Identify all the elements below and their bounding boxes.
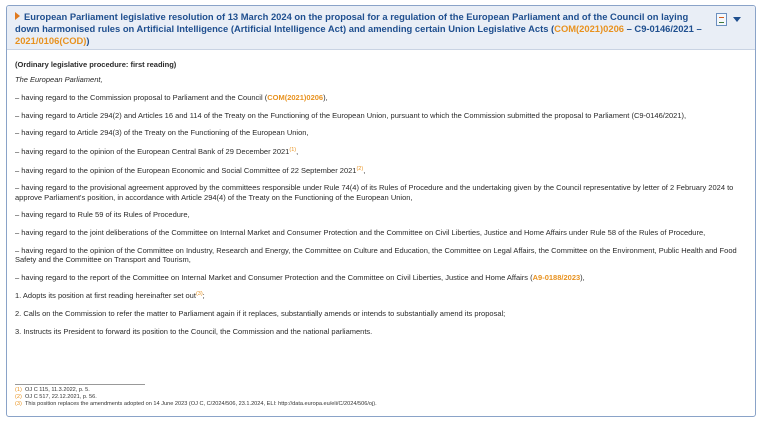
chevron-down-icon[interactable] [733,17,741,22]
recital-text: – having regard to the opinion of the European Central Bank of 29 December 2021 [15,147,290,157]
cod-reference-link[interactable]: 2021/0106(COD) [15,35,87,46]
resolution-header [7,6,755,50]
footnote-text: OJ C 517, 22.12.2021, p. 56. [25,394,97,400]
article-text: 1. Adopts its position at first reading hereinafter set out [15,291,196,301]
recital-text-end: ), [580,272,585,282]
com-proposal-link[interactable]: COM(2021)0206 [267,92,324,102]
resolution-title [15,11,705,47]
recital-text-end: , [363,165,366,175]
footnote-text: OJ C 115, 11.3.2022, p. 5. [25,387,90,393]
recital-6: – having regard to the provisional agreement approved by the committees responsible under Rule 74(4) of its Rules of Procedure and the undertaking given by the Council representative by letter of 2 February 2024 to approve Parliament's position, in accordance with Article 294(4) of the Treaty on the Functioning of the European Union, [15,183,734,202]
resolution-panel [6,5,756,417]
article-1 [15,290,749,300]
title-text: European Parliament legislative resolution of 13 March 2024 on the proposal for a regulation of the European Parliament and of the Council on laying down harmonised rules on Artificial Intelligence (Artificial Intelligence Act) and amending certain Union Legislative Acts ( [15,11,689,34]
header-actions [716,13,741,27]
footnote-number[interactable]: (2) [15,394,22,400]
footnote-3 [15,401,749,408]
footnote-1 [15,387,749,394]
recital-5 [15,165,749,175]
recital-text: – having regard to the report of the Committee on Internal Market and Consumer Protection and the Committee on Civil Liberties, Justice and Home Affairs ( [15,272,533,282]
recital-text: – having regard to the Commission proposal to Parliament and the Council ( [15,92,268,102]
recital-2: – having regard to Article 294(2) and Articles 16 and 114 of the Treaty on the Functioning of the European Union, pursuant to which the Commission submitted the proposal to Parliament (C9-0146/2021), [15,110,687,120]
recital-3: – having regard to Article 294(3) of the Treaty on the Functioning of the European Union, [15,128,309,138]
recital-1 [15,93,749,102]
recital-7: – having regard to Rule 59 of its Rules of Procedure, [15,210,190,220]
recital-text-end: , [296,147,299,157]
document-icon[interactable] [716,13,727,26]
footnote-link-1[interactable]: (1) [289,147,297,154]
footnote-link-2[interactable]: (2) [356,165,364,172]
article-3: 3. Instructs its President to forward its position to the Council, the Commission and the national parliaments. [15,326,373,336]
article-2: 2. Calls on the Commission to refer the matter to Parliament again if it replaces, substantially amends or intends to substantially amend its proposal; [15,309,506,319]
footnote-2 [15,394,749,401]
recital-9: – having regard to the opinion of the Committee on Industry, Research and Energy, the Committee on Culture and Education, the Committee on Legal Affairs, the Committee on the Environment, Public Health and Food Safety and the Committee on Transport and Tourism, [15,245,737,264]
footnote-link-3[interactable]: (3) [195,291,203,298]
footnote-number[interactable]: (3) [15,401,22,407]
title-text-mid: – C9-0146/2021 – [624,23,702,34]
title-text-end: ) [86,35,90,46]
recital-8: – having regard to the joint deliberations of the Committee on Internal Market and Consumer Protection and the Committee on Civil Liberties, Justice and Home Affairs under Rule 58 of the Rules of Procedure, [15,228,706,238]
recital-text: – having regard to the opinion of the European Economic and Social Committee of 22 September 2021 [15,165,357,175]
footnote-text: This position replaces the amendments adopted on 14 June 2023 (OJ C, C/2024/506, 23.1.2024, ELI: http://data.europa.eu/eli/C/2024/506/oj). [25,401,377,407]
report-link[interactable]: A9-0188/2023 [532,272,581,282]
article-text-end: ; [202,291,205,301]
intro-text: The European Parliament, [15,75,103,85]
footnote-number[interactable]: (1) [15,387,22,393]
recital-10 [15,273,749,282]
procedure-label: (Ordinary legislative procedure: first reading) [15,60,177,69]
recital-text-end: ), [323,92,328,102]
footnotes [15,384,749,408]
footnote-divider [15,384,145,385]
expand-triangle-icon[interactable] [15,12,20,20]
resolution-body [15,56,749,336]
recital-4 [15,146,749,156]
com-reference-link[interactable]: COM(2021)0206 [554,23,624,34]
